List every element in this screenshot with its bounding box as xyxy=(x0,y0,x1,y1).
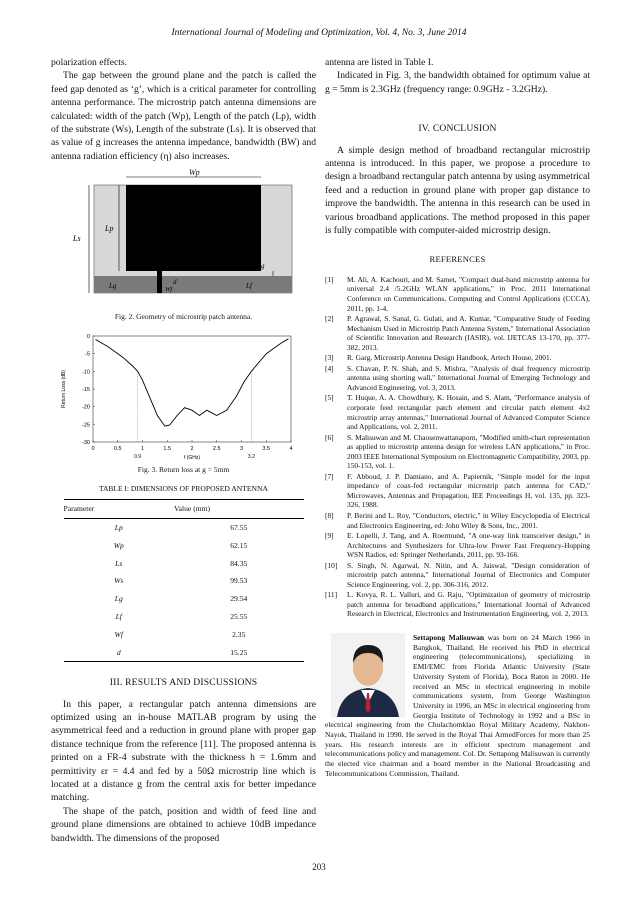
x-axis-label: f (GHz) xyxy=(183,454,201,460)
label-wf: Wf xyxy=(165,286,173,294)
patch xyxy=(126,185,261,271)
reference-number: [3] xyxy=(325,353,334,363)
table-row: d 15.25 xyxy=(64,643,304,661)
return-loss-line xyxy=(96,338,289,425)
reference-number: [11] xyxy=(325,590,338,600)
y-axis-label: Return Loss (dB) xyxy=(61,369,67,408)
plot-frame xyxy=(93,336,291,442)
x-tick-label: 2.5 xyxy=(212,445,221,452)
left-para-1: polarization effects. xyxy=(51,57,128,68)
reference-item xyxy=(325,353,590,363)
table-row: Wf 2.35 xyxy=(114,629,246,639)
references-title: REFERENCES xyxy=(429,254,486,265)
reference-text: R. Garg, Microstrip Antenna Design Handbook, Artech House, 2001. xyxy=(347,353,552,363)
reference-text: S. Singh, N. Agarwal, N. Nitin, and A. Jaiswal, "Design consideration of microstrip patch antenna," International Journal of Electronics and Computer Science Engineering, vol. 2, pp. 306-316, 2012. xyxy=(347,560,590,589)
reference-text: P. Berini and L. Roy, "Conductors, electric," in Wiley Encyclopedia of Electrical and Electronics Engineering, ed: John Wiley & Sons, Inc., 2001. xyxy=(347,511,590,530)
reference-number: [4] xyxy=(325,363,334,373)
y-tick-label: -5 xyxy=(85,351,90,358)
y-tick-label: -15 xyxy=(82,386,90,393)
label-d: d xyxy=(173,278,177,287)
author-photo xyxy=(331,633,405,717)
running-header: International Journal of Modeling and Optimization, Vol. 4, No. 3, June 2014 xyxy=(171,28,467,38)
label-lg: Lg xyxy=(109,282,117,291)
left-para-3: In this paper, a rectangular patch antenna dimensions are optimized using an in-house MATLAB program by using the asymmetrical feed and a reduction in ground plane with proper gap distance technique from the reference [11]. The proposed antenna is printed on a FR-4 substrate with the thickness h = 1.6mm and permittivity εr = 4.4 and fed by a 50Ω microstrip line which is located at a distance g from the central axis for better impedance matching. xyxy=(51,698,316,804)
reference-text: S. Malisuwan and M. Chaosenwattanaporn, "Modified smith-chart representation as applied to microstrip antenna design for wireless LAN applications," in Proc. 2003 IEEE International Symposium on Electromagnetic Compatibility, 2003, pp. 150-153, vol. 1. xyxy=(347,432,590,471)
right-para-3: A simple design method of broadband rectangular microstrip antenna is introduced. In this paper, we propose a procedure to design a broadband rectangular patch antenna by using asymmetrical feed and a reduction in ground plane with proper gap distance to improve the bandwidth. The antenna in this research can be used in various broadband applications. The method proposed in this paper is fully compatible with computer-aided microstrip design. xyxy=(325,144,590,237)
table-header-parameter: Parameter xyxy=(64,500,175,518)
left-para-2: The gap between the ground plane and the patch is called the feed gap denoted as ‘g’, which is a critical parameter for controlling antenna performance. The microstrip patch antenna dimensions are calculated: width of the patch (Wp), Length of the patch (Lp), width of the substrate (Ws), Length of the substrate (Ls). It is observed that as value of g increases the antenna impedance, bandwidth (BW) and antenna radiation efficiency (η) also increases. xyxy=(51,70,316,162)
table-header-value: Value (mm) xyxy=(174,500,303,518)
reference-number: [9] xyxy=(325,531,334,541)
label-lf: Lf xyxy=(246,282,252,291)
y-tick-label: -10 xyxy=(82,368,90,375)
reference-number: [5] xyxy=(325,393,334,403)
author-bio xyxy=(325,633,590,779)
reference-text: S. Chavan, P. N. Shah, and S. Mishra, "Analysis of dual frequency microstrip antenna using shorting wall," International Journal of Emerging Technology and Advanced Engineering, vol. 3, 2013. xyxy=(347,363,590,392)
y-tick-label: -20 xyxy=(82,404,90,411)
reference-number: [1] xyxy=(325,274,334,284)
reference-item xyxy=(325,531,590,560)
table-row: Lp 67.55 xyxy=(114,523,248,533)
table-row: Ws 99.53 xyxy=(114,576,248,586)
x-tick-label: 1.5 xyxy=(163,445,172,452)
reference-item xyxy=(325,561,590,590)
bio-text: Settapong Malisuwan was born on 24 March 1966 in Bangkok, Thailand. He received his PhD in electrical engineering (telecommunications), specializing in EMI/EMC from Florida Atlantic University (State University System of Florida), Boca Raton in 2000. He received an MSc in electrical engineering in mobile communications system, from George Washington University in 1996, an MSc in electrical engineering from Georgia Institute of Technology in 1992 and a BSc in electrical engineering from the Chulachomklao Royal Military Academy, Nakhon-Nayok, Thailand in 1990. He served in the Royal Thai ArmedForces for more than 25 years. His research interests are in efficient spectrum management and telecommunications policy and management. Col. Dr. Settapong Malisuwan is currently the elected vice chairman and a board member in the National Broadcasting and Telecommunications Commission, Thailand. xyxy=(325,633,590,778)
table-row: Lf 25.55 xyxy=(115,611,248,621)
table-row: Ls 84.35 xyxy=(115,558,248,568)
dimensions-table xyxy=(64,499,304,662)
table-caption: TABLE I: DIMENSIONS OF PROPOSED ANTENNA xyxy=(98,484,269,494)
antenna-geometry-svg xyxy=(51,167,316,307)
x-tick-label: 4 xyxy=(289,445,293,452)
reference-item xyxy=(325,472,590,510)
reference-item xyxy=(325,590,590,619)
reference-number: [7] xyxy=(325,471,334,481)
reference-text: P. Agrawal, S. Sanal, G. Gulati, and A. Kumar, "Comparative Study of Feeding Mechanism Used in Microstrip Patch Antenna System," International Association of Scientific Innovation and Research (IASIR), vol. IJETCAS 13-170, pp. 377-382, 2013. xyxy=(347,314,590,352)
fig2-caption: Fig. 2. Geometry of microstrip patch antenna. xyxy=(114,312,253,322)
reference-item xyxy=(325,275,590,313)
x-tick-label: 1 xyxy=(140,445,145,452)
reference-item xyxy=(325,511,590,530)
reference-text: E. Lopelli, J. Tang, and A. Roermund, "A one-way link transceiver design," in Architectures and Synthesizers for Ultra-low Power Fast Frequency-Hopping WSN Radios, ed: Springer Netherlands, 2011, pp. 93-166. xyxy=(347,531,590,560)
left-para-4: The shape of the patch, position and width of feed line and ground plane dimensions are obtained to achieve 10dB impedance bandwidth. The dimensions of the proposed xyxy=(51,805,316,844)
right-column xyxy=(325,56,590,779)
fig3-return-loss xyxy=(51,330,316,460)
x-tick-label: 3 xyxy=(239,445,244,452)
reference-number: [10] xyxy=(325,560,338,570)
label-g: g xyxy=(261,262,265,271)
ground-plane xyxy=(94,276,292,293)
section-3-title: III. RESULTS AND DISCUSSIONS xyxy=(109,677,258,689)
reference-number: [2] xyxy=(325,314,334,324)
y-tick-label: 0 xyxy=(86,333,90,340)
x-tick-label: 3.5 xyxy=(262,445,271,452)
table-row: Lg 29.54 xyxy=(114,594,248,604)
annotation-start: 0.9 xyxy=(134,453,142,460)
reference-item xyxy=(325,364,590,393)
label-ls: Ls xyxy=(73,234,81,244)
reference-text: M. Ali, A. Kachouri, and M. Samet, "Compact dual-band microstrip antenna for universal 2.4 /5.2GHz WLAN applications," in Proc. 2011 International Conference on Communications, Computing and Control Applications (CCCA), 2011, pp. 1-4. xyxy=(347,274,590,313)
page-number: 203 xyxy=(312,862,326,872)
x-tick-label: 0 xyxy=(91,445,95,452)
reference-text: T. Huque, A. A. Chowdhury, K. Hosain, and S. Alam, "Performance analysis of corporate feed rectangular patch element and circular patch element 4x2 microstrip array antennas," International Journal of Advanced Computer Science and Applications, vol. 2, 2011. xyxy=(347,393,590,432)
reference-number: [6] xyxy=(325,432,334,442)
table-row: Wp 62.15 xyxy=(113,540,248,550)
left-column xyxy=(51,56,316,845)
section-4-title: IV. CONCLUSION xyxy=(418,123,497,135)
y-tick-label: -30 xyxy=(82,439,90,446)
reference-text: F. Abboud, J. P. Damiano, and A. Papiernik, "Simple model for the input impedance of coax-fed rectangular microstrip patch antenna for CAD," Microwaves, Antennas and Propagation, IEE Proceedings H, vol. 135, pp. 323-326, 1988. xyxy=(347,471,590,510)
y-tick-label: -25 xyxy=(82,421,90,428)
label-wp: Wp xyxy=(189,168,200,178)
fig2-geometry xyxy=(51,167,316,307)
bio-name: Settapong Malisuwan xyxy=(413,633,485,643)
reference-text: L. Kovya, R. L. Valluri, and G. Raju, "Optimization of geometry of microstrip patch antenna for broadband applications," International Journal of Advanced Research in Electrical, Electronics and Instrumentation Engineering, vol. 2, 2013. xyxy=(347,590,590,619)
references-list xyxy=(325,275,590,619)
return-loss-chart xyxy=(51,330,316,460)
reference-item xyxy=(325,433,590,471)
reference-number: [8] xyxy=(325,511,334,520)
fig3-caption: Fig. 3. Return loss at g = 5mm xyxy=(137,464,230,474)
x-tick-label: 0.5 xyxy=(113,445,122,452)
right-para-1: antenna are listed in Table I. xyxy=(325,57,434,68)
feed-line xyxy=(157,271,162,293)
x-tick-label: 2 xyxy=(190,445,194,452)
right-para-2: Indicated in Fig. 3, the bandwidth obtained for optimum value at g = 5mm is 2.3GHz (frequency range: 0.9GHz - 3.2GHz). xyxy=(325,70,590,95)
annotation-end: 3.2 xyxy=(247,453,255,460)
reference-item xyxy=(325,314,590,352)
label-lp: Lp xyxy=(105,224,114,234)
reference-item xyxy=(325,393,590,431)
